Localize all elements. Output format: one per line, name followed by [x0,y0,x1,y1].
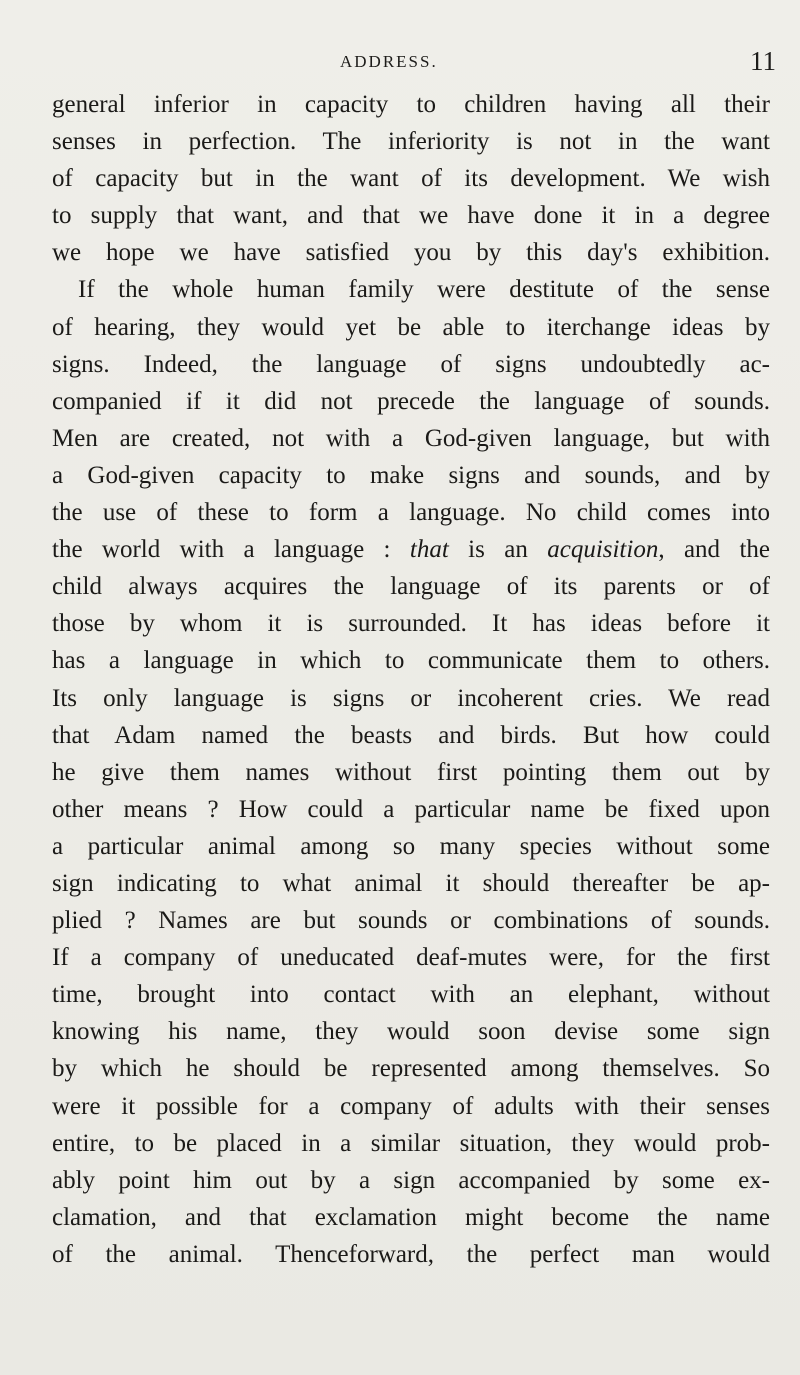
text-line: by which he should be represented among themselves. So [52,1055,770,1083]
text-line: plied ? Names are but sounds or combinations of sounds. [52,907,770,935]
text-line: those by whom it is surrounded. It has ideas before it [52,610,770,638]
text-line: If the whole human family were destitute of the sense [78,276,770,304]
text-line: child always acquires the language of its parents or of [52,573,770,601]
text-line: Its only language is signs or incoherent cries. We read [52,684,770,712]
running-head-title: ADDRESS. [340,52,438,71]
text-line: of hearing, they would yet be able to iterchange ideas by [52,313,770,341]
italic-word: that [409,536,449,564]
text-line: knowing his name, they would soon devise some sign [52,1018,770,1046]
text-line: the use of these to form a language. No child comes into [52,499,770,527]
text-line: that Adam named the beasts and birds. But how could [52,721,770,749]
text-line: time, brought into contact with an elephant, without [52,981,770,1009]
text-line: other means ? How could a particular name be fixed upon [52,795,770,823]
text-line: he give them names without first pointing them out by [52,758,770,786]
text-line: senses in perfection. The inferiority is not in the want [52,128,770,156]
italic-word: acquisition [547,536,659,564]
text-line: general inferior in capacity to children having all their [52,91,770,118]
text-line: we hope we have satisfied you by this day's exhibition. [52,239,770,267]
text-segment: the world with a language : [52,536,410,564]
text-line: were it possible for a company of adults with their senses [52,1092,770,1120]
text-line: Men are created, not with a God-given language, but with [52,424,770,452]
text-line: to supply that want, and that we have done it in a degree [52,202,770,230]
text-line: If a company of uneducated deaf-mutes were, for the first [52,944,770,972]
text-segment: is an [448,536,548,564]
text-line: a God-given capacity to make signs and sounds, and by [52,461,770,489]
page-number: 11 [750,46,776,76]
text-line: sign indicating to what animal it should thereafter be ap- [52,869,770,897]
text-line-with-italics [52,531,770,568]
text-segment: , and the [658,536,770,564]
text-line: of the animal. Thenceforward, the perfect man would [52,1240,770,1268]
running-head [0,46,800,86]
text-line: has a language in which to communicate them to others. [52,647,770,675]
text-line: companied if it did not precede the language of sounds. [52,387,770,415]
text-line: ably point him out by a sign accompanied by some ex- [52,1166,770,1194]
body-text [52,86,770,1273]
text-line: clamation, and that exclamation might become the name [52,1203,770,1231]
text-line: signs. Indeed, the language of signs undoubtedly ac- [52,350,770,378]
text-line: entire, to be placed in a similar situation, they would prob- [52,1129,770,1157]
text-line: a particular animal among so many species without some [52,832,770,860]
text-line: of capacity but in the want of its development. We wish [52,165,770,193]
